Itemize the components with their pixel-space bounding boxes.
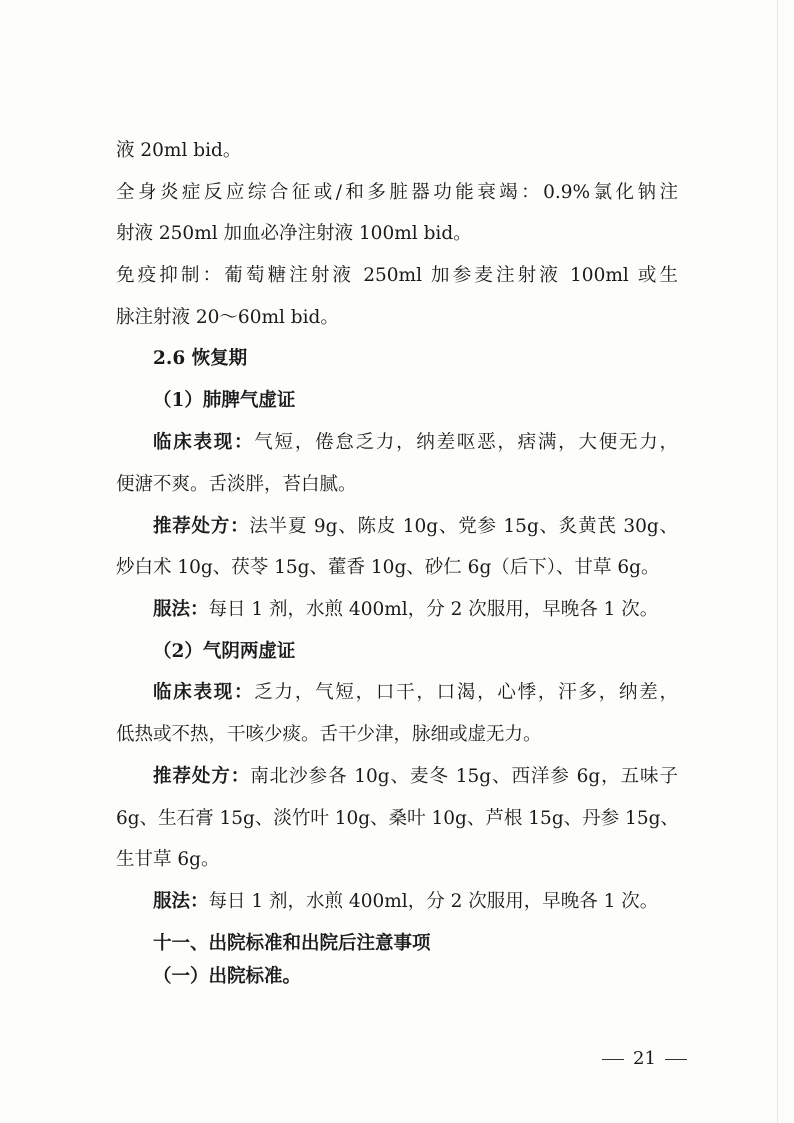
footer-dash-left (602, 1059, 624, 1060)
text-line: 免疫抑制：葡萄糖注射液 250ml 加参麦注射液 100ml 或生 (116, 265, 678, 286)
field-label: 推荐处方： (153, 766, 251, 787)
page-number: 21 (633, 1048, 656, 1069)
text-line: 射液 250ml 加血必净注射液 100ml bid。 (116, 223, 472, 244)
text-line: 6g、生石膏 15g、淡竹叶 10g、桑叶 10g、芦根 15g、丹参 15g、 (116, 808, 679, 829)
field-text: 每日 1 剂，水煎 400ml，分 2 次服用，早晚各 1 次。 (208, 599, 659, 620)
text-line: 生甘草 6g。 (116, 849, 220, 870)
field-label: 服法： (153, 891, 209, 912)
subsection-heading: （1）肺脾气虚证 (153, 390, 296, 411)
field-text: 南北沙参各 10g、麦冬 15g、西洋参 6g，五味子 (250, 766, 678, 787)
section-heading: 2.6 恢复期 (153, 348, 248, 369)
chapter-heading: 十一、出院标准和出院后注意事项 (153, 933, 431, 954)
page-footer (593, 1046, 696, 1072)
field-text: 乏力，气短，口干，口渴，心悸，汗多，纳差， (254, 682, 678, 703)
paragraph-line (116, 764, 678, 790)
paragraph-line (116, 430, 678, 456)
field-label: 临床表现： (153, 432, 255, 453)
text-line: 便溏不爽。舌淡胖，苔白腻。 (116, 474, 357, 495)
subsection-heading-text: （一）出院标准。 (153, 966, 302, 987)
field-label: 推荐处方： (153, 516, 250, 537)
field-label: 临床表现： (153, 682, 255, 703)
subsection-heading: （2）气阴两虚证 (153, 641, 296, 662)
paragraph-line (116, 680, 678, 706)
subsection-heading (153, 964, 301, 990)
text-line: 液 20ml bid。 (116, 140, 242, 161)
page-edge-line (777, 0, 778, 1123)
paragraph-line (116, 514, 678, 540)
text-line: 炒白术 10g、茯苓 15g、藿香 10g、砂仁 6g（后下）、甘草 6g。 (116, 557, 660, 578)
field-text: 气短，倦怠乏力，纳差呕恶，痞满，大便无力， (254, 432, 678, 453)
field-text: 法半夏 9g、陈皮 10g、党参 15g、炙黄芪 30g、 (249, 516, 678, 537)
field-text: 每日 1 剂，水煎 400ml，分 2 次服用，早晚各 1 次。 (208, 891, 659, 912)
field-label: 服法： (153, 599, 209, 620)
text-line: 低热或不热，干咳少痰。舌干少津，脉细或虚无力。 (116, 724, 542, 745)
paragraph-line (153, 597, 658, 623)
footer-dash-right (665, 1059, 687, 1060)
text-line: 全身炎症反应综合征或/和多脏器功能衰竭：0.9%氯化钠注 (116, 182, 678, 203)
text-line: 脉注射液 20～60ml bid。 (116, 307, 339, 328)
paragraph-line (153, 889, 658, 915)
